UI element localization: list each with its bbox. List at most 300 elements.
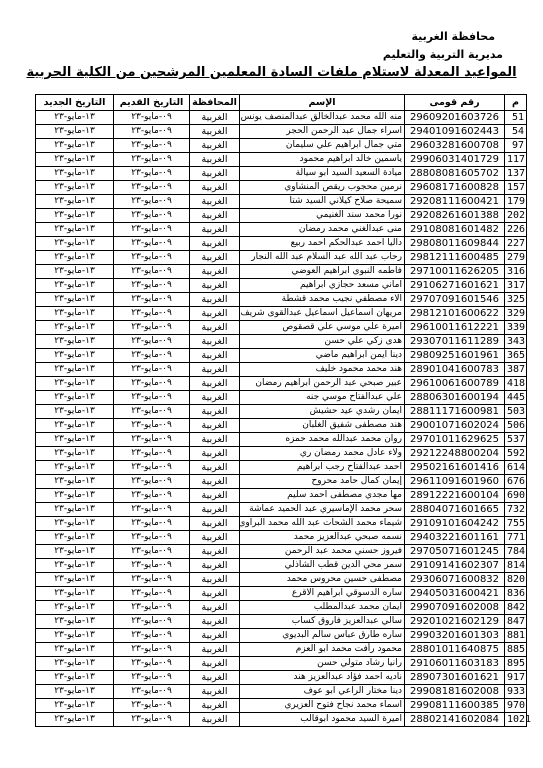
governorate: الغربية <box>190 433 240 447</box>
new-date: ١٣-مايو-٢٣ <box>36 335 114 349</box>
table-row <box>36 363 527 377</box>
old-date: ٠٩-مايو-٢٣ <box>114 209 190 223</box>
governorate: الغربية <box>190 461 240 475</box>
row-index: 885 <box>505 643 527 657</box>
row-index: 614 <box>505 461 527 475</box>
candidate-name: رحاب عبد الله عبد السلام عبد الله النجار <box>240 251 405 265</box>
old-date: ٠٩-مايو-٢٣ <box>114 559 190 573</box>
governorate: الغربية <box>190 405 240 419</box>
table-row <box>36 307 527 321</box>
national-id: 29809251601961 <box>405 349 505 363</box>
new-date: ١٣-مايو-٢٣ <box>36 265 114 279</box>
row-index: 54 <box>505 125 527 139</box>
candidate-name: ناديه احمد فؤاد عبدالعزيز هند <box>240 671 405 685</box>
old-date: ٠٩-مايو-٢٣ <box>114 335 190 349</box>
row-index: 676 <box>505 475 527 489</box>
old-date: ٠٩-مايو-٢٣ <box>114 587 190 601</box>
national-id: 29701011629625 <box>405 433 505 447</box>
old-date: ٠٩-مايو-٢٣ <box>114 167 190 181</box>
governorate: الغربية <box>190 545 240 559</box>
candidate-name: روان محمد عبدالله محمد حمزه <box>240 433 405 447</box>
row-index: 503 <box>505 405 527 419</box>
table-row <box>36 405 527 419</box>
new-date: ١٣-مايو-٢٣ <box>36 699 114 713</box>
governorate: الغربية <box>190 251 240 265</box>
row-index: 226 <box>505 223 527 237</box>
old-date: ٠٩-مايو-٢٣ <box>114 153 190 167</box>
row-index: 365 <box>505 349 527 363</box>
governorate: الغربية <box>190 657 240 671</box>
new-date: ١٣-مايو-٢٣ <box>36 671 114 685</box>
row-index: 445 <box>505 391 527 405</box>
new-date: ١٣-مايو-٢٣ <box>36 167 114 181</box>
row-index: 836 <box>505 587 527 601</box>
new-date: ١٣-مايو-٢٣ <box>36 139 114 153</box>
governorate: الغربية <box>190 167 240 181</box>
old-date: ٠٩-مايو-٢٣ <box>114 657 190 671</box>
national-id: 29808011609844 <box>405 237 505 251</box>
governorate: الغربية <box>190 349 240 363</box>
candidate-name: رانيا رشاد متولي حسن <box>240 657 405 671</box>
national-id: 29306071600832 <box>405 573 505 587</box>
row-index: 814 <box>505 559 527 573</box>
national-id: 29609201603726 <box>405 111 505 125</box>
candidate-name: اماني مسعد حجازي ابراهيم <box>240 279 405 293</box>
row-index: 339 <box>505 321 527 335</box>
row-index: 506 <box>505 419 527 433</box>
row-index: 917 <box>505 671 527 685</box>
candidate-name: محمود رأفت محمد ابو العزم <box>240 643 405 657</box>
national-id: 29907091602008 <box>405 601 505 615</box>
table-row <box>36 335 527 349</box>
table-row <box>36 559 527 573</box>
row-index: 820 <box>505 573 527 587</box>
table-row <box>36 531 527 545</box>
row-index: 847 <box>505 615 527 629</box>
candidate-name: اسراء جمال عبد الرحمن الحجر <box>240 125 405 139</box>
old-date: ٠٩-مايو-٢٣ <box>114 251 190 265</box>
row-index: 732 <box>505 503 527 517</box>
table-row <box>36 699 527 713</box>
governorate: الغربية <box>190 713 240 727</box>
old-date: ٠٩-مايو-٢٣ <box>114 307 190 321</box>
row-index: 592 <box>505 447 527 461</box>
national-id: 29109141602307 <box>405 559 505 573</box>
row-index: 137 <box>505 167 527 181</box>
candidate-name: عبير صبحي عبد الرحمن ابراهيم رمضان <box>240 377 405 391</box>
row-index: 157 <box>505 181 527 195</box>
candidate-name: مصطفى حسين محروس محمد <box>240 573 405 587</box>
governorate: الغربية <box>190 615 240 629</box>
governorate: الغربية <box>190 671 240 685</box>
old-date: ٠٩-مايو-٢٣ <box>114 475 190 489</box>
old-date: ٠٩-مايو-٢٣ <box>114 181 190 195</box>
col-header-index: م <box>505 95 527 111</box>
national-id: 29307011611289 <box>405 335 505 349</box>
table-row <box>36 545 527 559</box>
national-id: 29812101600622 <box>405 307 505 321</box>
governorate: الغربية <box>190 559 240 573</box>
row-index: 784 <box>505 545 527 559</box>
governorate: الغربية <box>190 447 240 461</box>
old-date: ٠٩-مايو-٢٣ <box>114 433 190 447</box>
new-date: ١٣-مايو-٢٣ <box>36 125 114 139</box>
candidate-name: شيماء محمد الشحات عبد الله محمد البراوي <box>240 517 405 531</box>
row-index: 690 <box>505 489 527 503</box>
candidate-name: فيروز حسني محمد عبد الرحمن <box>240 545 405 559</box>
governorate: الغربية <box>190 237 240 251</box>
governorate: الغربية <box>190 573 240 587</box>
national-id: 28801011640875 <box>405 643 505 657</box>
old-date: ٠٩-مايو-٢٣ <box>114 237 190 251</box>
row-index: 97 <box>505 139 527 153</box>
table-row <box>36 601 527 615</box>
row-index: 317 <box>505 279 527 293</box>
page-title: المواعيد المعدلة لاستلام ملفات السادة المعلمين المرشحين من الكلية الحربية <box>26 65 517 80</box>
new-date: ١٣-مايو-٢٣ <box>36 181 114 195</box>
national-id: 29403221601161 <box>405 531 505 545</box>
row-index: 279 <box>505 251 527 265</box>
national-id: 29610011612221 <box>405 321 505 335</box>
governorate: الغربية <box>190 335 240 349</box>
table-row <box>36 167 527 181</box>
candidate-name: سالي عبدالعزيز فاروق كساب <box>240 615 405 629</box>
row-index: 842 <box>505 601 527 615</box>
row-index: 343 <box>505 335 527 349</box>
governorate: الغربية <box>190 517 240 531</box>
national-id: 29611091601960 <box>405 475 505 489</box>
row-index: 933 <box>505 685 527 699</box>
national-id: 29201021602129 <box>405 615 505 629</box>
table-row <box>36 615 527 629</box>
governorate: الغربية <box>190 685 240 699</box>
old-date: ٠٩-مايو-٢٣ <box>114 503 190 517</box>
national-id: 28912221600104 <box>405 489 505 503</box>
new-date: ١٣-مايو-٢٣ <box>36 237 114 251</box>
new-date: ١٣-مايو-٢٣ <box>36 349 114 363</box>
national-id: 29405031600421 <box>405 587 505 601</box>
national-id: 29908111600385 <box>405 699 505 713</box>
governorate: الغربية <box>190 279 240 293</box>
governorate: الغربية <box>190 503 240 517</box>
governorate: الغربية <box>190 629 240 643</box>
national-id: 29608171600828 <box>405 181 505 195</box>
governorate: الغربية <box>190 419 240 433</box>
old-date: ٠٩-مايو-٢٣ <box>114 125 190 139</box>
row-index: 387 <box>505 363 527 377</box>
old-date: ٠٩-مايو-٢٣ <box>114 447 190 461</box>
old-date: ٠٩-مايو-٢٣ <box>114 405 190 419</box>
candidates-table <box>35 94 532 727</box>
candidate-name: ساره الدسوقي ابراهيم الاقرع <box>240 587 405 601</box>
table-row <box>36 475 527 489</box>
old-date: ٠٩-مايو-٢٣ <box>114 573 190 587</box>
national-id: 28802141602084 <box>405 713 505 727</box>
governorate: الغربية <box>190 531 240 545</box>
table-row <box>36 391 527 405</box>
old-date: ٠٩-مايو-٢٣ <box>114 545 190 559</box>
row-index: 227 <box>505 237 527 251</box>
old-date: ٠٩-مايو-٢٣ <box>114 643 190 657</box>
new-date: ١٣-مايو-٢٣ <box>36 321 114 335</box>
governorate: الغربية <box>190 223 240 237</box>
national-id: 29906031401729 <box>405 153 505 167</box>
national-id: 29812111600485 <box>405 251 505 265</box>
candidate-name: مريهان اسماعيل اسماعيل عبدالقوى شريف <box>240 307 405 321</box>
national-id: 29208111600421 <box>405 195 505 209</box>
row-index: 771 <box>505 531 527 545</box>
new-date: ١٣-مايو-٢٣ <box>36 489 114 503</box>
governorate: الغربية <box>190 643 240 657</box>
row-index: 316 <box>505 265 527 279</box>
table-row <box>36 279 527 293</box>
old-date: ٠٩-مايو-٢٣ <box>114 713 190 727</box>
table-row <box>36 321 527 335</box>
candidate-name: ساره طارق عباس سالم البديوي <box>240 629 405 643</box>
governorate: الغربية <box>190 489 240 503</box>
table-header-row <box>36 95 527 111</box>
national-id: 29903201601303 <box>405 629 505 643</box>
table-row <box>36 433 527 447</box>
new-date: ١٣-مايو-٢٣ <box>36 713 114 727</box>
national-id: 29908181602008 <box>405 685 505 699</box>
governorate: الغربية <box>190 181 240 195</box>
old-date: ٠٩-مايو-٢٣ <box>114 601 190 615</box>
new-date: ١٣-مايو-٢٣ <box>36 545 114 559</box>
new-date: ١٣-مايو-٢٣ <box>36 209 114 223</box>
table-row <box>36 251 527 265</box>
governorate: الغربية <box>190 391 240 405</box>
governorate: الغربية <box>190 307 240 321</box>
governorate: الغربية <box>190 587 240 601</box>
national-id: 29001071602024 <box>405 419 505 433</box>
row-index: 1021 <box>505 713 527 727</box>
new-date: ١٣-مايو-٢٣ <box>36 531 114 545</box>
new-date: ١٣-مايو-٢٣ <box>36 559 114 573</box>
candidate-name: ولاء عادل محمد رمضان ري <box>240 447 405 461</box>
new-date: ١٣-مايو-٢٣ <box>36 503 114 517</box>
table-row <box>36 153 527 167</box>
table-row <box>36 195 527 209</box>
candidate-name: ميادة السعيد السيد ابو سيالة <box>240 167 405 181</box>
table-row <box>36 125 527 139</box>
new-date: ١٣-مايو-٢٣ <box>36 363 114 377</box>
new-date: ١٣-مايو-٢٣ <box>36 615 114 629</box>
candidate-name: فاطمه النبوي ابراهيم العوضي <box>240 265 405 279</box>
old-date: ٠٩-مايو-٢٣ <box>114 377 190 391</box>
governorate: الغربية <box>190 363 240 377</box>
governorate: الغربية <box>190 111 240 125</box>
old-date: ٠٩-مايو-٢٣ <box>114 531 190 545</box>
col-header-governorate: المحافظة <box>190 95 240 111</box>
candidate-name: سميحة صلاح كيلاني السيد شتا <box>240 195 405 209</box>
national-id: 29610061600789 <box>405 377 505 391</box>
table-row <box>36 139 527 153</box>
candidate-name: نرمين محجوب ريقص المنشاوي <box>240 181 405 195</box>
candidate-name: علي عبدالفتاح موسي جنه <box>240 391 405 405</box>
candidate-name: هند مصطفى شفيق الغلبان <box>240 419 405 433</box>
table-row <box>36 223 527 237</box>
table-row <box>36 517 527 531</box>
old-date: ٠٩-مايو-٢٣ <box>114 363 190 377</box>
candidate-name: اسماء محمد نجاح فتوح العزيري <box>240 699 405 713</box>
national-id: 28901041600783 <box>405 363 505 377</box>
new-date: ١٣-مايو-٢٣ <box>36 461 114 475</box>
new-date: ١٣-مايو-٢٣ <box>36 475 114 489</box>
national-id: 29212248800204 <box>405 447 505 461</box>
old-date: ٠٩-مايو-٢٣ <box>114 461 190 475</box>
table-row <box>36 181 527 195</box>
old-date: ٠٩-مايو-٢٣ <box>114 671 190 685</box>
table-row <box>36 293 527 307</box>
new-date: ١٣-مايو-٢٣ <box>36 587 114 601</box>
governorate: الغربية <box>190 153 240 167</box>
new-date: ١٣-مايو-٢٣ <box>36 517 114 531</box>
row-index: 755 <box>505 517 527 531</box>
old-date: ٠٩-مايو-٢٣ <box>114 139 190 153</box>
governorate: الغربية <box>190 195 240 209</box>
candidate-name: دينا مختار الراعي ابو عوف <box>240 685 405 699</box>
national-id: 28808081605702 <box>405 167 505 181</box>
old-date: ٠٩-مايو-٢٣ <box>114 685 190 699</box>
governorate: الغربية <box>190 377 240 391</box>
national-id: 29106271601621 <box>405 279 505 293</box>
old-date: ٠٩-مايو-٢٣ <box>114 223 190 237</box>
candidate-name: إيمان كمال حامد محروح <box>240 475 405 489</box>
row-index: 325 <box>505 293 527 307</box>
row-index: 329 <box>505 307 527 321</box>
new-date: ١٣-مايو-٢٣ <box>36 377 114 391</box>
candidate-name: نورا محمد سند الغنيمي <box>240 209 405 223</box>
table-row <box>36 685 527 699</box>
col-header-name: الإسم <box>240 95 405 111</box>
new-date: ١٣-مايو-٢٣ <box>36 153 114 167</box>
table-row <box>36 111 527 125</box>
candidate-name: اميرة علي موسي علي قصقوص <box>240 321 405 335</box>
row-index: 895 <box>505 657 527 671</box>
table-row <box>36 349 527 363</box>
candidate-name: داليا احمد عبدالحكم احمد ربيع <box>240 237 405 251</box>
row-index: 117 <box>505 153 527 167</box>
candidate-name: منه الله محمد عبدالخالق عبدالمنصف يونس <box>240 111 405 125</box>
row-index: 881 <box>505 629 527 643</box>
new-date: ١٣-مايو-٢٣ <box>36 307 114 321</box>
national-id: 28806301600194 <box>405 391 505 405</box>
governorate: الغربية <box>190 699 240 713</box>
new-date: ١٣-مايو-٢٣ <box>36 293 114 307</box>
candidate-name: ايمان محمد عبدالمطلب <box>240 601 405 615</box>
old-date: ٠٩-مايو-٢٣ <box>114 699 190 713</box>
new-date: ١٣-مايو-٢٣ <box>36 685 114 699</box>
governorate: الغربية <box>190 293 240 307</box>
new-date: ١٣-مايو-٢٣ <box>36 601 114 615</box>
national-id: 29705071601245 <box>405 545 505 559</box>
new-date: ١٣-مايو-٢٣ <box>36 391 114 405</box>
governorate: الغربية <box>190 601 240 615</box>
candidate-name: هند محمد محمود خليف <box>240 363 405 377</box>
candidate-name: سمر محي الدين قطب الشاذلي <box>240 559 405 573</box>
table-row <box>36 657 527 671</box>
new-date: ١٣-مايو-٢٣ <box>36 251 114 265</box>
old-date: ٠٩-مايو-٢٣ <box>114 629 190 643</box>
old-date: ٠٩-مايو-٢٣ <box>114 265 190 279</box>
national-id: 29208261601388 <box>405 209 505 223</box>
candidate-name: مها مجدي مصطفى احمد سليم <box>240 489 405 503</box>
table-row <box>36 643 527 657</box>
new-date: ١٣-مايو-٢٣ <box>36 657 114 671</box>
new-date: ١٣-مايو-٢٣ <box>36 419 114 433</box>
national-id: 28804071601665 <box>405 503 505 517</box>
new-date: ١٣-مايو-٢٣ <box>36 447 114 461</box>
candidate-name: ياسمين خالد ابراهيم محمود <box>240 153 405 167</box>
row-index: 179 <box>505 195 527 209</box>
new-date: ١٣-مايو-٢٣ <box>36 223 114 237</box>
candidate-name: دينا ايمن ابراهيم ماضي <box>240 349 405 363</box>
col-header-new-date: التاريخ الجديد <box>36 95 114 111</box>
old-date: ٠٩-مايو-٢٣ <box>114 615 190 629</box>
table-row <box>36 377 527 391</box>
old-date: ٠٩-مايو-٢٣ <box>114 517 190 531</box>
col-header-old-date: التاريخ القديم <box>114 95 190 111</box>
governorate-header: محافظة الغربية <box>411 30 495 43</box>
governorate: الغربية <box>190 209 240 223</box>
national-id: 29603281600708 <box>405 139 505 153</box>
new-date: ١٣-مايو-٢٣ <box>36 629 114 643</box>
old-date: ٠٩-مايو-٢٣ <box>114 279 190 293</box>
old-date: ٠٩-مايو-٢٣ <box>114 391 190 405</box>
col-header-national-id: رقم قومى <box>405 95 505 111</box>
national-id: 29106011603183 <box>405 657 505 671</box>
governorate: الغربية <box>190 475 240 489</box>
candidate-name: نسمه صبحي عبدالعزيز محمد <box>240 531 405 545</box>
directorate-header: مديرية التربية والتعليم <box>382 48 503 61</box>
row-index: 51 <box>505 111 527 125</box>
old-date: ٠٩-مايو-٢٣ <box>114 293 190 307</box>
table-row <box>36 671 527 685</box>
new-date: ١٣-مايو-٢٣ <box>36 643 114 657</box>
national-id: 29502161601416 <box>405 461 505 475</box>
new-date: ١٣-مايو-٢٣ <box>36 405 114 419</box>
national-id: 28811171600981 <box>405 405 505 419</box>
old-date: ٠٩-مايو-٢٣ <box>114 195 190 209</box>
governorate: الغربية <box>190 265 240 279</box>
candidate-name: منى عبدالغني محمد رمضان <box>240 223 405 237</box>
candidate-name: اميرة السيد محمود ابوقالب <box>240 713 405 727</box>
old-date: ٠٩-مايو-٢٣ <box>114 321 190 335</box>
national-id: 29108081601482 <box>405 223 505 237</box>
old-date: ٠٩-مايو-٢٣ <box>114 489 190 503</box>
candidate-name: ايمان رشدي عيد حشيش <box>240 405 405 419</box>
row-index: 970 <box>505 699 527 713</box>
candidate-name: الاء مصطفي نجيب محمد قشطة <box>240 293 405 307</box>
governorate: الغربية <box>190 321 240 335</box>
table-row <box>36 629 527 643</box>
row-index: 202 <box>505 209 527 223</box>
new-date: ١٣-مايو-٢٣ <box>36 279 114 293</box>
row-index: 537 <box>505 433 527 447</box>
old-date: ٠٩-مايو-٢٣ <box>114 349 190 363</box>
national-id: 29401091602443 <box>405 125 505 139</box>
governorate: الغربية <box>190 125 240 139</box>
table-row <box>36 265 527 279</box>
table-row <box>36 713 527 727</box>
candidate-name: سحر محمد الإماسيري عبد الحميد عماشة <box>240 503 405 517</box>
table-row <box>36 237 527 251</box>
table-row <box>36 447 527 461</box>
table-row <box>36 503 527 517</box>
national-id: 29710011626205 <box>405 265 505 279</box>
candidate-name: متي جمال ابراهيم علي سليمان <box>240 139 405 153</box>
